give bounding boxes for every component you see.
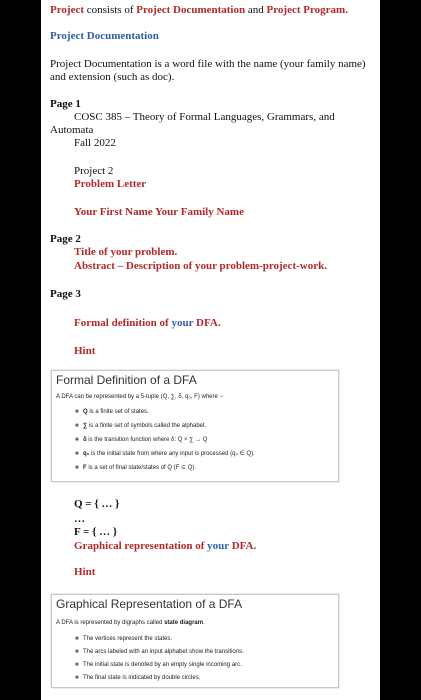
bullet-icon: ■: [75, 636, 79, 642]
bullet-icon: ■: [75, 423, 79, 429]
formal-heading-your: your: [171, 317, 194, 329]
graph-heading-your: your: [207, 540, 229, 552]
bullet-icon: ■: [75, 409, 79, 415]
bullet-icon: ■: [75, 649, 79, 655]
intro-consists: consists of: [84, 4, 137, 16]
list-item: ■ The initial state is denoted by an empty single incoming arc.: [52, 659, 244, 672]
intro-period: .: [345, 4, 348, 16]
intro-program: Project Program: [266, 4, 346, 16]
problem-letter: Problem Letter: [74, 178, 147, 190]
document-page: [41, 0, 380, 700]
formal-card-list: [52, 406, 255, 476]
list-item: ■ ∑ is a finite set of symbols called the alphabet.: [52, 420, 255, 434]
q-set-line: Q = { … }: [74, 498, 120, 510]
list-item: ■ q₀ is the initial state from where any input is processed (q₀ ∈ Q).: [52, 448, 255, 462]
description-text: Project Documentation is a word file with the name (your family name) and extension (such as doc).: [50, 58, 366, 83]
graph-heading-post: DFA.: [228, 540, 257, 552]
formal-definition-heading: [74, 317, 221, 330]
problem-title: Title of your problem.: [74, 246, 178, 258]
hint-label-2: Hint: [74, 566, 96, 578]
course-line-2: Automata: [50, 124, 94, 136]
intro-and: and: [245, 4, 267, 16]
bullet-icon: ■: [75, 451, 79, 457]
project-number: Project 2: [74, 165, 114, 177]
course-line: COSC 385 – Theory of Formal Languages, Grammars, and: [74, 111, 335, 123]
graphical-representation-card: [51, 594, 339, 688]
f-set-line: F = { … }: [74, 526, 118, 538]
bullet-icon: ■: [75, 437, 79, 443]
list-item: ■ The final state is indicated by double circles.: [52, 672, 244, 685]
page1-label: Page 1: [50, 98, 81, 110]
page3-label: Page 3: [50, 288, 81, 300]
page2-label: Page 2: [50, 233, 81, 245]
graph-card-subtitle: A DFA is represented by digraphs called state diagram.: [56, 620, 205, 626]
intro-line: [50, 4, 348, 17]
graphical-representation-heading: [74, 540, 256, 553]
list-item: ■ The vertices represent the states.: [52, 633, 244, 646]
list-item: ■ F is a set of final state/states of Q (F ⊆ Q).: [52, 462, 255, 476]
term: Fall 2022: [74, 137, 116, 149]
graph-heading-pre: Graphical representation of: [74, 540, 208, 552]
formal-card-title: Formal Definition of a DFA: [56, 373, 197, 387]
bullet-icon: ■: [75, 465, 79, 471]
intro-project: Project: [50, 4, 84, 16]
formal-card-subtitle: A DFA can be represented by a 5-tuple (Q, ∑, δ, q₀, F) where −: [56, 394, 224, 400]
formal-heading-post: DFA.: [193, 317, 221, 329]
list-item: ■ δ is the transition function where δ: Q × ∑ → Q: [52, 434, 255, 448]
graph-card-list: [52, 633, 244, 685]
bullet-icon: ■: [75, 675, 79, 681]
ellipsis: …: [74, 513, 85, 525]
hint-label: Hint: [74, 345, 96, 357]
graph-card-title: Graphical Representation of a DFA: [56, 597, 243, 611]
formal-definition-card: [51, 370, 339, 482]
formal-heading-pre: Formal definition of: [74, 317, 172, 329]
section-title: Project Documentation: [50, 30, 159, 42]
student-name: Your First Name Your Family Name: [74, 206, 244, 218]
bullet-icon: ■: [75, 662, 79, 668]
abstract: Abstract – Description of your problem-project-work.: [74, 260, 327, 272]
intro-documentation: Project Documentation: [136, 4, 246, 16]
list-item: ■ The arcs labeled with an input alphabet show the transitions.: [52, 646, 244, 659]
list-item: ■ Q is a finite set of states.: [52, 406, 255, 420]
